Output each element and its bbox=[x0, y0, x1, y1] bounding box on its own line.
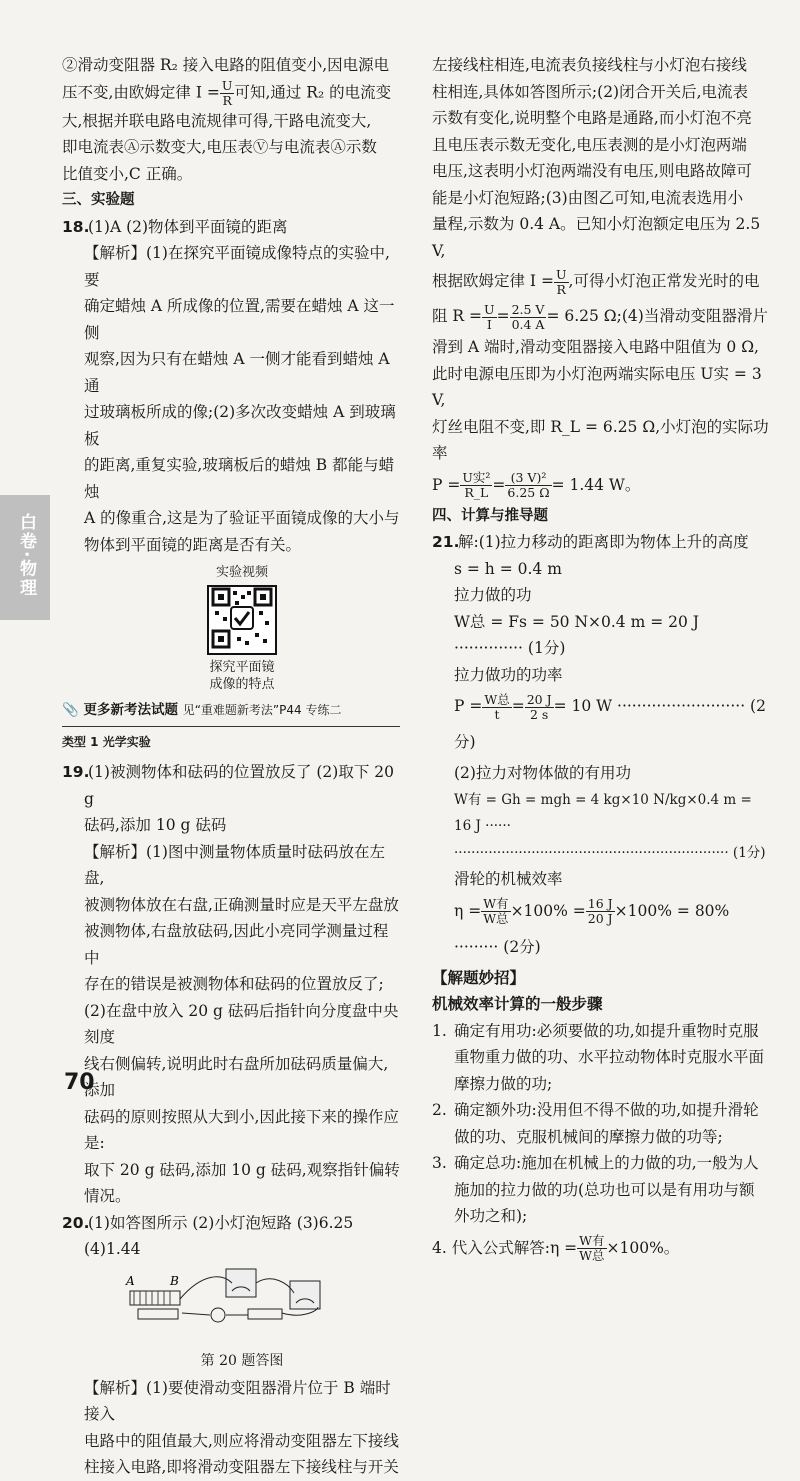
text-line: 滑到 A 端时,滑动变阻器接入电路中阻值为 0 Ω, bbox=[432, 338, 759, 356]
text-line: 取下 20 g 砝码,添加 10 g 砝码,观察指针偏转情况。 bbox=[84, 1160, 400, 1205]
text-line: 即电流表Ⓐ示数变大,电压表Ⓥ与电流表Ⓐ示数 bbox=[62, 138, 377, 156]
tip-label: 【解题妙招】 bbox=[432, 967, 526, 987]
text-line: 灯丝电阻不变,即 R_L = 6.25 Ω,小灯泡的实际功率 bbox=[432, 417, 769, 462]
fraction: $\frac{16 J}{20 J}$ bbox=[587, 896, 613, 926]
text-line: W总 = Fs = 50 N×0.4 m = 20 J ·············· (1分) bbox=[454, 612, 700, 657]
label-B: B bbox=[170, 1273, 179, 1288]
question-20: 20.(1)如答图所示 (2)小灯泡短路 (3)6.25 (4)1.44 A B 第 20 题答图 【解析】(1)要使滑动变阻器滑片位于 B 端时接入 电路中的阻值最大,则应将滑动变阻器左下接线 柱接入电路,即将滑动变阻器左下接线柱与开关 bbox=[62, 1210, 400, 1481]
fraction: $\frac{\text{W有}}{\text{W总}}$ bbox=[483, 896, 509, 926]
question-number: 21. bbox=[432, 533, 460, 551]
text-line: 【解析】(1)要使滑动变阻器滑片位于 B 端时接入 bbox=[84, 1378, 391, 1423]
text-line: 砝码的原则按照从大到小,因此接下来的操作应是: bbox=[84, 1107, 399, 1152]
text-line: W有 = Gh = mgh = 4 kg×10 N/kg×0.4 m = 16 J ······ bbox=[454, 791, 752, 834]
circuit-figure bbox=[84, 1263, 400, 1375]
text-line: P = $\frac{\text{U实²}}{R\_L}$ = $\frac{\text{(3 V)²}}{6.25 \Omega}$ = 1.44 W。 bbox=[432, 470, 641, 500]
paperclip-icon: 📎 bbox=[62, 702, 79, 718]
circuit-diagram-icon bbox=[122, 1263, 362, 1339]
text-line: ②滑动变阻器 R₂ 接入电路的阻值变小,因电源电 bbox=[62, 56, 390, 74]
text-line: 压不变,由欧姆定律 I = $\frac{U}{R}$ 可知,通过 R₂ 的电流变 bbox=[62, 77, 392, 108]
text-line: 能是小灯泡短路;(3)由图乙可知,电流表选用小 bbox=[432, 188, 744, 207]
list-item: 4. 代入公式解答:η = $\frac{\text{W有}}{\text{W总}}$ ×100%。 bbox=[432, 1233, 680, 1263]
text-line: 被测物体放在右盘,正确测量时应是天平左盘放 bbox=[84, 895, 399, 914]
section-heading: 四、计算与推导题 bbox=[432, 507, 548, 524]
page-number: 70 bbox=[64, 1070, 95, 1095]
qr-caption-1: 探究平面镜 bbox=[209, 660, 275, 675]
more-questions-banner: 📎 更多新考法试题 见“重难题新考法”P44 专练二 bbox=[62, 702, 342, 718]
text-line: 比值变小,C 正确。 bbox=[62, 164, 193, 183]
text-line: 左接线柱相连,电流表负接线柱与小灯泡右接线 bbox=[432, 56, 747, 74]
text-line: 【解析】(1)图中测量物体质量时砝码放在左盘, bbox=[84, 842, 385, 887]
text-line: 此时电源电压即为小灯泡两端实际电压 U实 = 3 V, bbox=[432, 364, 762, 409]
fraction: $\frac{\text{W总}}{t}$ bbox=[484, 691, 510, 722]
text-line: 被测物体,右盘放砝码,因此小亮同学测量过程中 bbox=[84, 922, 389, 967]
qr-caption-2: 成像的特点 bbox=[209, 677, 275, 692]
right-column bbox=[432, 52, 770, 1266]
text-line: 拉力做的功 bbox=[454, 586, 532, 604]
qr-block bbox=[84, 564, 400, 693]
question-number: 19. bbox=[62, 763, 90, 781]
fraction: $\frac{U}{I}$ bbox=[484, 301, 495, 332]
text-line: 确定蜡烛 A 所成像的位置,需要在蜡烛 A 这一侧 bbox=[84, 297, 395, 342]
qr-caption-top: 实验视频 bbox=[215, 565, 268, 580]
text-line: P = $\frac{\text{W总}}{t}$ = $\frac{20 J}{2 s}$ = 10 W ·························· (2分) bbox=[454, 691, 766, 751]
question-number: 20. bbox=[62, 1213, 90, 1232]
fraction: $\frac{U}{R}$ bbox=[221, 77, 233, 108]
text-line: 滑轮的机械效率 bbox=[454, 870, 563, 888]
side-tab-label: 白卷·物理 bbox=[16, 513, 36, 598]
type-label: 类型 1 光学实验 bbox=[62, 726, 400, 756]
text-line: 电路中的阻值最大,则应将滑动变阻器左下接线 bbox=[84, 1431, 399, 1450]
text-line: 砝码,添加 10 g 砝码 bbox=[84, 816, 227, 834]
left-column bbox=[62, 52, 400, 1481]
section-heading: 三、实验题 bbox=[62, 192, 135, 208]
text-line: 根据欧姆定律 I = $\frac{U}{R}$ ,可得小灯泡正常发光时的电 bbox=[432, 266, 760, 297]
answer: (1)A (2)物体到平面镜的距离 bbox=[88, 217, 288, 236]
text-line: ································································ (1分) bbox=[454, 844, 766, 861]
text-line: 过玻璃板所成的像;(2)多次改变蜡烛 A 到玻璃板 bbox=[84, 403, 396, 448]
text-line: 观察,因为只有在蜡烛 A 一侧才能看到蜡烛 A 通 bbox=[84, 350, 390, 395]
text-line: 的距离,重复实验,玻璃板后的蜡烛 B 都能与蜡烛 bbox=[84, 456, 395, 501]
text-line: (2)拉力对物体做的有用功 bbox=[454, 764, 631, 782]
question-21: 21.解:(1)拉力移动的距离即为物体上升的高度 s = h = 0.4 m 拉力做的功 W总 = Fs = 50 N×0.4 m = 20 J ·············· (1分) 拉力做功的功率 P = $\frac{\text{W总}}{t}$ = $\frac{20 J}{2 s}$ = 10 W ·························· (2分) (2)拉力对物体做的有用功 W有 = Gh = mgh = 4 kg×10 N/kg×0.4 m = 16 J ······ ································································ (1分) 滑轮的机械效率 η = $\frac{\text{W有}}{\text{W总}}$ ×100% = $\frac{16 J}{20 J}$ ×100% = 80% ········· (2分) bbox=[432, 529, 770, 965]
fraction: $\frac{\text{W有}}{\text{W总}}$ bbox=[579, 1233, 605, 1263]
text-line: 大,根据并联电路电流规律可得,干路电流变大, bbox=[62, 111, 372, 130]
question-number: 18. bbox=[62, 217, 90, 236]
text-line: (2)在盘中放入 20 g 砝码后指针向分度盘中央刻度 bbox=[84, 1001, 399, 1046]
list-item: 1. 确定有用功:必须要做的功,如提升重物时克服重物重力做的功、水平拉动物体时克服水平面摩擦力做的功; bbox=[432, 1021, 765, 1093]
text-line: 【解析】(1)在探究平面镜成像特点的实验中,要 bbox=[84, 244, 390, 289]
text-line: 存在的错误是被测物体和砝码的位置放反了; bbox=[84, 975, 384, 993]
text-line: (4)1.44 bbox=[84, 1240, 141, 1258]
question-18 bbox=[62, 214, 400, 694]
list-item: 2. 确定额外功:没用但不得不做的功,如提升滑轮做的功、克服机械间的摩擦力做的功等; bbox=[432, 1101, 759, 1146]
text-line: η = $\frac{\text{W有}}{\text{W总}}$ ×100% = $\frac{16 J}{20 J}$ ×100% = 80% ········· (2分) bbox=[454, 896, 730, 956]
fraction: $\frac{\text{(3 V)²}}{6.25 \Omega}$ bbox=[507, 470, 550, 500]
fraction: $\frac{U}{R}$ bbox=[555, 266, 567, 297]
label-A: A bbox=[126, 1273, 135, 1288]
text-line: 柱相连,具体如答图所示;(2)闭合开关后,电流表 bbox=[432, 82, 749, 101]
text-line: A 的像重合,这是为了验证平面镜成像的大小与 bbox=[84, 509, 400, 527]
text-line: 阻 R = $\frac{U}{I}$ = $\frac{2.5 V}{0.4 A}$ = 6.25 Ω;(4)当滑动变阻器滑片 bbox=[432, 301, 768, 332]
text-line: 线右侧偏转,说明此时右盘所加砝码质量偏大,添加 bbox=[84, 1054, 389, 1099]
fraction: $\frac{2.5 V}{0.4 A}$ bbox=[511, 301, 545, 332]
text-line: 物体到平面镜的距离是否有关。 bbox=[84, 535, 302, 554]
fraction: $\frac{\text{U实²}}{R\_L}$ bbox=[462, 470, 491, 500]
text-line: s = h = 0.4 m bbox=[454, 559, 562, 578]
qr-code-icon[interactable] bbox=[207, 585, 277, 655]
side-tab bbox=[0, 495, 50, 620]
text-line: 拉力做功的功率 bbox=[454, 665, 563, 684]
text-line: 且电压表示数无变化,电压表测的是小灯泡两端 bbox=[432, 135, 747, 154]
steps-list bbox=[432, 1018, 770, 1266]
text-line: 示数有变化,说明整个电路是通路,而小灯泡不亮 bbox=[432, 109, 752, 127]
fraction: $\frac{20 J}{2 s}$ bbox=[526, 691, 552, 722]
text-line: 量程,示数为 0.4 A。已知小灯泡额定电压为 2.5 V, bbox=[432, 215, 761, 260]
list-item: 3. 确定总功:施加在机械上的力做的功,一般为人施加的拉力做的功(总功也可以是有用功与额外功之和); bbox=[432, 1154, 759, 1225]
question-19: 19.(1)被测物体和砝码的位置放反了 (2)取下 20 g 砝码,添加 10 g 砝码 【解析】(1)图中测量物体质量时砝码放在左盘, 被测物体放在右盘,正确测量时应是天平左盘放 被测物体,右盘放砝码,因此小亮同学测量过程中 存在的错误是被测物体和砝码的位置放反了; (2)在盘中放入 20 g 砝码后指针向分度盘中央刻度 线右侧偏转,说明此时右盘所加砝码质量偏大,添加 砝码的原则按照从大到小,因此接下来的操作应是: 取下 20 g 砝码,添加 10 g 砝码,观察指针偏转情况。 bbox=[62, 759, 400, 1210]
text-line: 电压,这表明小灯泡两端没有电压,则电路故障可 bbox=[432, 162, 752, 180]
figure-caption: 第 20 题答图 bbox=[200, 1353, 284, 1369]
text-line: 柱接入电路,即将滑动变阻器左下接线柱与开关 bbox=[84, 1458, 399, 1476]
tip-title: 机械效率计算的一般步骤 bbox=[432, 994, 603, 1013]
